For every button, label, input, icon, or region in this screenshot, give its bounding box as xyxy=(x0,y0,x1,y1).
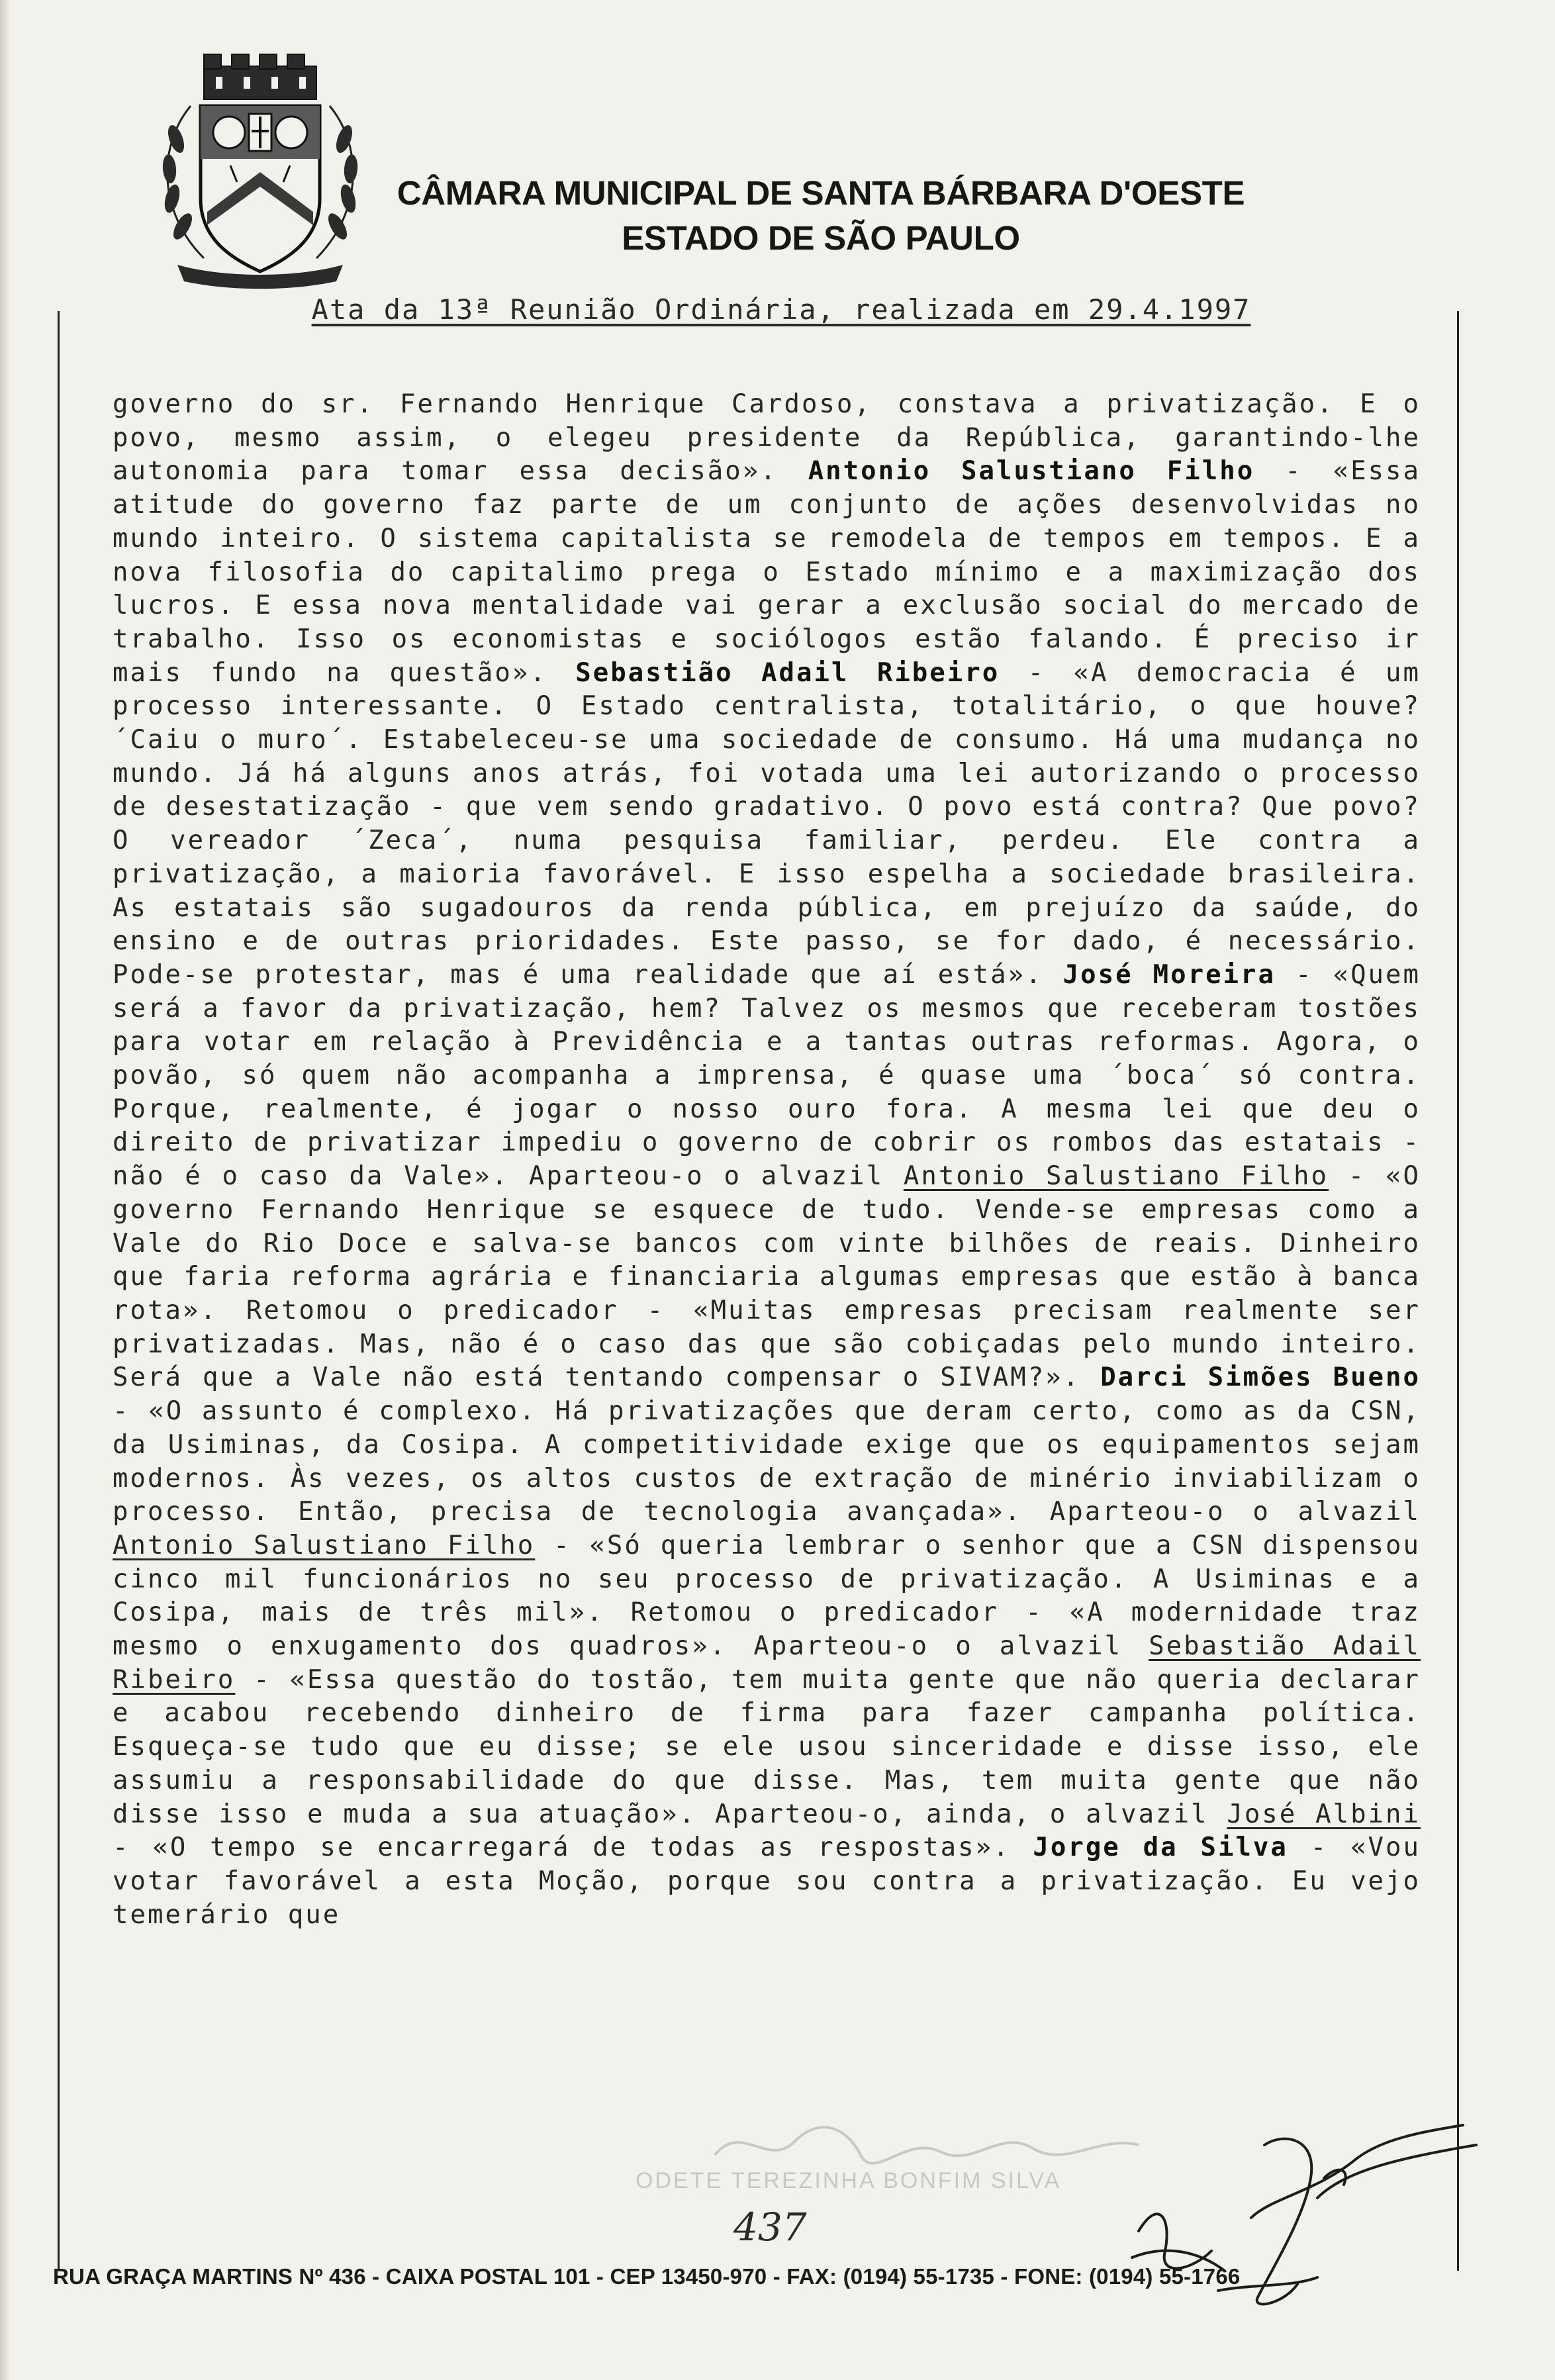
page-edge xyxy=(0,0,9,2380)
speech-text: - «Essa questão do tostão, tem muita gente que não queria declarar e acabou recebendo dinheiro de firma para fazer campanha política. Esqueça-se tudo que eu disse; se ele usou sinceridade e disse isso, ele assumiu a responsabilidade do que disse. Mas, tem muita gente que não disse isso e muda a sua atuação». Aparteou-o, ainda, o alvazil xyxy=(113,1664,1421,1829)
speech-text: - «O governo Fernando Henrique se esquece de tudo. Vende-se empresas como a Vale do Rio Doce e salva-se bancos com vinte bilhões de reais. Dinheiro que faria reforma agrária e financiaria algumas empresas que estão à banca rota». Retomou o predicador - «Muitas empresas precisam realmente ser privatizadas. Mas, não é o caso das que são cobiçadas pelo mundo inteiro. Será que a Vale não está tentando compensar o SIVAM?». xyxy=(113,1161,1421,1393)
interrupting-councillor-name: Antonio Salustiano Filho xyxy=(113,1530,536,1560)
faint-signature-icon xyxy=(688,2115,1152,2175)
footer-address: RUA GRAÇA MARTINS Nº 436 - CAIXA POSTAL 101 - CEP 13450-970 - FAX: (0194) 55-1735 - FONE: (0194) 55-1766 xyxy=(53,2264,1241,2289)
speaker-name: Darci Simões Bueno xyxy=(1100,1362,1421,1393)
speech-text: - «Essa atitude do governo faz parte de um conjunto de ações desenvolvidas no mundo inteiro. O sistema capitalista se remodela de tempos em tempos. E a nova filosofia do capitalimo prega o Estado mínimo e a maximização dos lucros. E essa nova mentalidade vai gerar a exclusão social do mercado de trabalho. Isso os economistas e sociólogos estão falando. É preciso ir mais fundo na questão». xyxy=(113,456,1421,688)
speech-text: governo do sr. Fernando Henrique Cardoso, constava a privatização. E o povo, mesmo assim, o elegeu presidente da República, garantindo-lhe autonomia para tomar essa decisão». xyxy=(113,389,1421,487)
municipal-coat-of-arms-icon xyxy=(151,46,369,291)
page-number: 437 xyxy=(733,2205,807,2250)
interrupting-councillor-name: Antonio Salustiano Filho xyxy=(903,1161,1329,1192)
speech-text: - «O tempo se encarregará de todas as respostas». xyxy=(113,1833,1033,1863)
institution-name: CÂMARA MUNICIPAL DE SANTA BÁRBARA D'OESTE xyxy=(397,174,1245,212)
speech-text: - «Quem será a favor da privatização, hem? Talvez os mesmos que receberam tostões para votar em relação à Previdência e a tantas outras reformas. Agora, o povão, só quem não acompanha a imprensa, é quase uma ´boca´ só contra. Porque, realmente, é jogar o nosso ouro fora. A mesma lei que deu o direito de privatizar impediu o governo de cobrir os rombos das estatais - não é o caso da Vale». Aparteou-o o alvazil xyxy=(113,959,1421,1192)
right-border-line xyxy=(1457,311,1459,2271)
speaker-name: Jorge da Silva xyxy=(1033,1833,1288,1863)
interrupting-councillor-name: Sebastião Adail Ribeiro xyxy=(113,1631,1421,1695)
minutes-body xyxy=(113,388,1421,1932)
speech-text: - «Vou votar favorável a esta Moção, porque sou contra a privatização. Eu vejo temerário que xyxy=(113,1833,1421,1930)
minutes-paragraph xyxy=(113,388,1421,1932)
speaker-name: Antonio Salustiano Filho xyxy=(808,456,1255,487)
letterhead xyxy=(371,171,1271,261)
interrupting-councillor-name: José Albini xyxy=(1227,1799,1421,1829)
state-name: ESTADO DE SÃO PAULO xyxy=(622,219,1020,257)
speech-text: - «O assunto é complexo. Há privatizações que deram certo, como as da CSN, da Usiminas, da Cosipa. A competitividade exige que os equipamentos sejam modernos. Às vezes, os altos custos de extração de minério inviabilizam o processo. Então, precisa de tecnologia avançada». Aparteou-o o alvazil xyxy=(113,1396,1421,1527)
faint-stamp-text: ODETE TEREZINHA BONFIM SILVA xyxy=(636,2168,1062,2193)
speaker-name: José Moreira xyxy=(1062,959,1276,990)
speaker-name: Sebastião Adail Ribeiro xyxy=(575,657,1000,688)
speech-text: - «Só queria lembrar o senhor que a CSN dispensou cinco mil funcionários no seu processo de privatização. A Usiminas e a Cosipa, mais de três mil». Retomou o predicador - «A modernidade traz mesmo o enxugamento dos quadros». Aparteou-o o alvazil xyxy=(113,1530,1421,1662)
minutes-subtitle: Ata da 13ª Reunião Ordinária, realizada em 29.4.1997 xyxy=(311,293,1251,326)
speech-text: - «A democracia é um processo interessante. O Estado centralista, totalitário, o que houve? ´Caiu o muro´. Estabeleceu-se uma sociedade de consumo. Há uma mudança no mundo. Já há alguns anos atrás, foi votada uma lei autorizando o processo de desestatização - que vem sendo gradativo. O povo está contra? Que povo? O vereador ´Zeca´, numa pesquisa familiar, perdeu. Ele contra a privatização, a maioria favorável. E isso espelha a sociedade brasileira. As estatais são sugadouros da renda pública, em prejuízo da saúde, do ensino e de outras prioridades. Este passo, se for dado, é necessário. Pode-se protestar, mas é uma realidade que aí está». xyxy=(113,657,1421,990)
left-border-line xyxy=(58,311,60,2271)
